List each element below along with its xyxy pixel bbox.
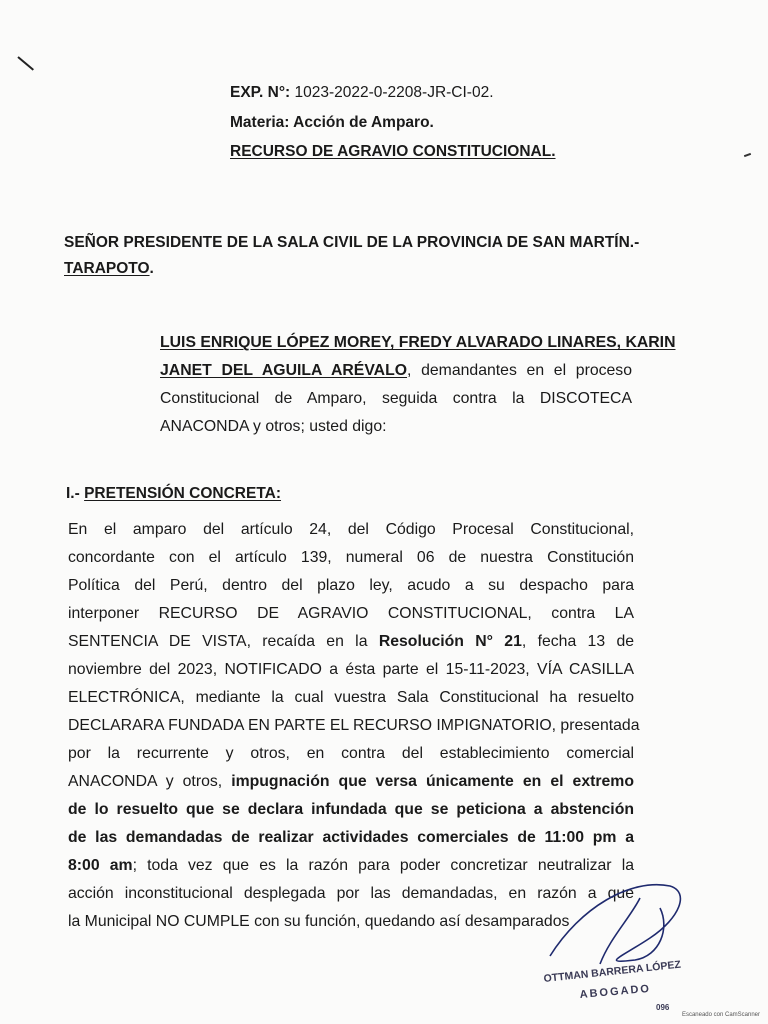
body-line: ANACONDA y otros, impugnación que versa únicamente en el extremo [68, 773, 634, 790]
body-line: ELECTRÓNICA, mediante la cual vuestra Sala Constitucional ha resuelto [68, 689, 634, 706]
body-line: por la recurrente y otros, en contra del establecimiento comercial [68, 745, 634, 762]
body-line: Política del Perú, dentro del plazo ley, acudo a su despacho para [68, 577, 634, 594]
body-line: DECLARARA FUNDADA EN PARTE EL RECURSO IMPIGNATORIO, presentada [68, 717, 640, 734]
recurso-title: RECURSO DE AGRAVIO CONSTITUCIONAL. [230, 143, 556, 160]
stamp-title: ABOGADO [579, 982, 652, 1001]
section-heading [66, 485, 281, 503]
body-line: la Municipal NO CUMPLE con su función, quedando así desamparados [68, 913, 570, 930]
body-line: de lo resuelto que se declara infundada que se peticiona a abstención [68, 801, 634, 818]
signature-scribble [550, 885, 680, 964]
petitioner-names: LUIS ENRIQUE LÓPEZ MOREY, FREDY ALVARADO LINARES, KARIN [160, 334, 676, 351]
intro-line3: Constitucional de Amparo, seguida contra la DISCOTECA [160, 390, 632, 407]
body-line: SENTENCIA DE VISTA, recaída en la Resolución N° 21, fecha 13 de [68, 633, 635, 650]
resolution-number: Resolución N° 21 [378, 633, 522, 650]
section-number: I.- [66, 485, 85, 502]
intro-line2: JANET DEL AGUILA ARÉVALO, demandantes en el proceso [160, 362, 632, 379]
body-line: interponer RECURSO DE AGRAVIO CONSTITUCIONAL, contra LA [68, 605, 634, 622]
body-line: 8:00 am; toda vez que es la razón para poder concretizar neutralizar la [68, 857, 635, 874]
addressee [64, 230, 639, 282]
body-line: noviembre del 2023, NOTIFICADO a ésta parte el 15-11-2023, VÍA CASILLA [68, 661, 634, 678]
section-title: PRETENSIÓN CONCRETA: [84, 485, 282, 502]
body-line: En el amparo del artículo 24, del Código Procesal Constitucional, [68, 521, 634, 538]
materia-value: Acción de Amparo. [289, 114, 434, 131]
pen-mark [17, 56, 34, 70]
body-line: concordante con el artículo 139, numeral 06 de nuestra Constitución [68, 549, 634, 566]
addressee-line2: TARAPOTO. [64, 260, 154, 277]
expediente-line [230, 84, 494, 102]
lawyer-stamp-signature [540, 868, 710, 1018]
body-line: de las demandadas de realizar actividades comerciales de 11:00 pm a [68, 829, 634, 846]
exp-label: EXP. N°: [230, 84, 291, 101]
body-line: acción inconstitucional desplegada por las demandadas, en razón a que [68, 885, 634, 902]
intro-line4: ANACONDA y otros; usted digo: [160, 418, 387, 435]
materia-line [230, 114, 434, 132]
stamp-name: OTTMAN BARRERA LÓPEZ [543, 958, 682, 985]
stamp-reg: 096 [656, 1003, 670, 1012]
intro-paragraph [160, 329, 676, 441]
exp-value: 1023-2022-0-2208-JR-CI-02. [290, 84, 494, 101]
pen-mark-small [744, 153, 751, 157]
addressee-line1: SEÑOR PRESIDENTE DE LA SALA CIVIL DE LA PROVINCIA DE SAN MARTÍN.- [64, 234, 640, 251]
materia-label: Materia: [230, 114, 290, 131]
scanner-footer: Escaneado con CamScanner [681, 1012, 760, 1018]
